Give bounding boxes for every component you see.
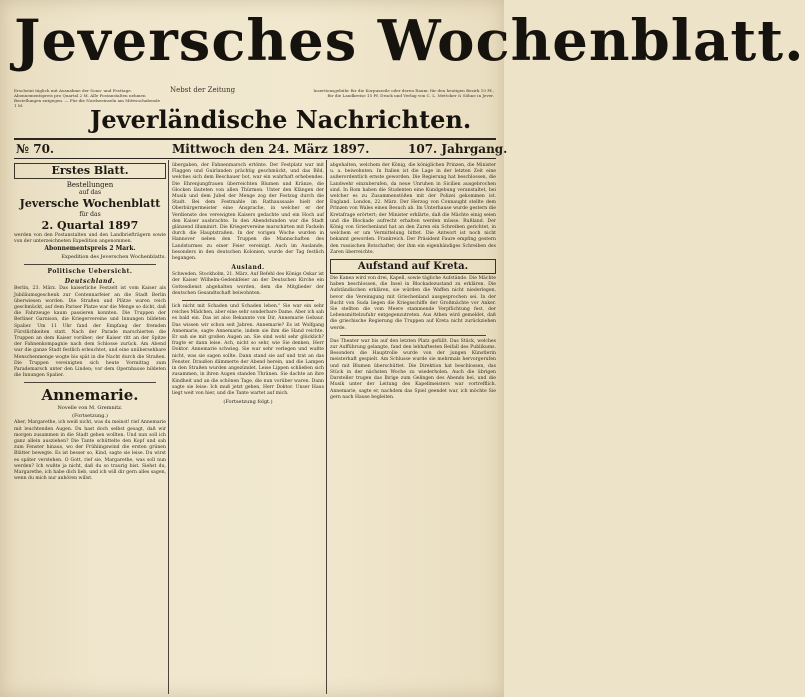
order-quarter: 2. Quartal 1897 (41, 219, 139, 232)
column-divider (168, 160, 169, 694)
divider (24, 264, 156, 265)
serial-end: (Fortsetzung folgt.) (223, 399, 273, 406)
subsection-heading: Deutschland. (64, 278, 116, 286)
order-price: Abonnementspreis 2 Mark. (44, 245, 136, 253)
section-heading: Politische Uebersicht. (47, 268, 133, 276)
issue-number: № 70. (16, 142, 55, 156)
serial-text: lich nicht mit Schaden und Schaden leben." Sie war ein sehr reiches Mädchen, aber eine sehr sonderbare Dame. Aber ich sah es bald ein. Das ist also Bekannte von Dir, Annemarie Gebaur. Das wissen wir schon seit Jahren. Annemarie? Es ist Wolfgang Annemarie, sagte Annemarie, indem sie ihm die Hand reichte. Er sah sie mit großen Augen an. Sie sind wohl sehr glücklich? fragte er dann leise. Ach, nicht so sehr, wie Sie denken, Herr Doktor. Annemarie schwieg. Sie war sehr verlegen und wußte nicht, was sie sagen sollte. Dann stand sie auf und trat an das Fenster. Draußen dämmerte der Abend herein, und die Lampen in den Straßen wurden angezündet. Leise Lippen schließen sich zusammen, in ihren Augen standen Thränen. Sie dachte an ihre Kindheit und an die schönen Tage, die nun vorüber waren. Dann sagte sie leise: Ich muß jetzt gehen, Herr Doktor. Unser Haus liegt weit von hier, und die Tante wartet auf mich. (172, 304, 324, 396)
serial-title: Annemarie. (41, 386, 139, 405)
order-line2: auf das (78, 189, 102, 196)
sheet-label: Erstes Blatt. (14, 163, 166, 179)
column-middle (172, 163, 324, 693)
order-line1: Bestellungen (66, 181, 114, 189)
ads-note: Insertionsgebühr für die Korpuszeile oder deren Raum: für den heutigen Bezirk 10 Pf., für die Landkreise 15 Pf. Druck und Verlag von C. L. Mettcker & Söhne in Jever. (313, 88, 494, 98)
dateline-rule (14, 158, 496, 159)
serial-continuation: (Fortsetzung.) (72, 413, 108, 420)
issue-year: 107. Jahrgang. (408, 142, 508, 156)
masthead-title: Jeversches Wochenblatt. (14, 8, 805, 74)
subscription-note: Erscheint täglich mit Ausnahme der Sonn- und Festtage. Abonnementspreis pro Quartal 2 M. Alle Postanstalten nehmen Bestellungen entgegen. — Für die Nordseeinseln am Mittwochabende 1 M. (14, 88, 161, 108)
divider (24, 382, 156, 383)
column-right (330, 163, 496, 693)
divider (340, 335, 486, 336)
order-body: werden von den Postanstalten und den Landbriefträgern sowie von der unterzeichneten Expedition angenommen. (14, 233, 166, 245)
news-text: abgehalten, welchem der König, die königlichen Prinzen, die Minister u. a. beiwohnten. In Italien ist die Lage in der letzten Zeit eine außerordentlich ernste geworden. Die Regierung hat beschlossen, die Landwehr einzuberufen, da neue Unruhen in Sicilien ausgebrochen sind. In Rom haben die Studenten eine Kundgebung veranstaltet, bei welcher es zu Zusammenstößen mit der Polizei gekommen ist. England. London, 22. März. Der Herzog von Connaught stellte dem Prinzen von Wales einen Besuch ab. Im Unterhause wurde gestern die Kretafrage erörtert; der Minister erklärte, daß die Mächte einig seien und die Blockade aufrecht erhalten werden müsse. Rußland. Der König von Griechenland hat an den Zaren ein Schreiben gerichtet, in welchem er um Vermittelung bittet. Die Antwort ist noch nicht bekannt geworden. Frankreich. Der Präsident Faure empfing gestern den russischen Botschafter, der ihm ein eigenhändiges Schreiben des Zaren überreichte. (330, 163, 496, 255)
order-for: für das (79, 211, 101, 218)
divider (182, 300, 314, 301)
column-divider (326, 160, 327, 694)
section-heading: Ausland. (231, 264, 265, 272)
news-text: übergaben, der Fahnenmarsch ertönte. Der Festplatz war mit Flaggen und Guirlanden prächtig geschmückt, und das Bild, welches sich dem Beschauer bot, war ein wahrhaft erhebendes. Die Ehrenjungfrauen überreichten Blumen und Kränze, die Glocken läuteten von allen Thürmen. Unter den Klängen der Musik und dem Jubel der Menge zog der Festzug durch die Stadt. Bei dem Festmahle im Rathaussaale hielt der Oberbürgermeister eine Ansprache, in welcher er der Verdienste des verewigten Kaisers gedachte und ein Hoch auf den Kaiser ausbrachte. In den Abendstunden war die Stadt glänzend illuminirt. Die Kriegervereine marschirten mit Fackeln durch die Hauptstraßen. In der vorigen Woche wurden in Hannover neben den Truppen die Mannschaften des Landsturmes zu einer Feier vereinigt. Auch im Auslande, besonders in den deutschen Kolonien, wurde der Tag festlich begangen. (172, 163, 324, 262)
theater-text: Das Theater war bis auf den letzten Platz gefüllt. Das Stück, welches zur Aufführung gelangte, fand den lebhaftesten Beifall des Publikums. Besonders die Hauptrolle wurde von der jungen Künstlerin meisterhaft gespielt. Am Schlusse wurde sie mehrmals hervorgerufen und mit Blumen überschüttet. Die Direktion hat beschlossen, das Stück in der nächsten Woche zu wiederholen. Auch die übrigen Darsteller trugen das Ihrige zum Gelingen des Abends bei, und die Musik unter der Leitung des Kapellmeisters war vortrefflich. Annemarie, sagte er, nachdem das Spiel geendet war, ich möchte Sie gern nach Hause begleiten. (330, 338, 496, 400)
crete-heading: Aufstand auf Kreta. (330, 259, 496, 274)
top-rule (14, 138, 496, 140)
serial-author: Novelle von M. Gremnitz. (57, 405, 123, 412)
issue-date: Mittwoch den 24. März 1897. (172, 142, 370, 156)
column-left (14, 163, 166, 693)
order-signature: Expedition des Jeverschen Wochenblatts. (61, 254, 166, 261)
newspaper-subtitle: Jeverländische Nachrichten. (90, 105, 472, 134)
news-text: Berlin, 23. März. Das kaiserliche Festzelt ist vom Kaiser als Jubiläumsgeschenk zur Centennarfeier an die Stadt Berlin überwiesen worden. Die Straßen und Plätze waren reich geschmückt, auf dem Pariser Platze war die Menge so dicht, daß die Fahrzeuge kaum passieren konnten. Die Truppen der Berliner Garnison, die Kriegervereine und Innungen bildeten Spalier. Um 11 Uhr fand der Empfang der fremden Fürstlichkeiten statt. Nach der Parade marschierten die Truppen an dem Kaiser vorüber; der Kaiser ritt an der Spitze der Fahnenkompagnie nach dem Schlosse zurück. Am Abend war die ganze Stadt festlich erleuchtet, und eine unübersehbare Menschenmenge wogte bis spät in die Nacht durch die Straßen. Die Truppen vereinigten sich heute Vormittag zum Parademarsch unter den Linden; vor dem Opernhause bildeten die Innungen Spalier. (14, 286, 166, 379)
crete-text: Die Kanea wird von drei, Kapell, sowie tägliche Aufstände. Die Mächte haben beschlossen, die Insel in Blockadezustand zu erklären. Die Aufständischen erklären, sie würden die Waffen nicht niederlegen, bevor die Vereinigung mit Griechenland ausgesprochen sei. In der Bucht von Suda liegen die Kriegsschiffe der Großmächte vor Anker. Sie stellten die vom Meere stammende Verpflichtung fest, der Lebensmittelzufuhr entgegenzutreten. Aus Athen wird gemeldet, daß die griechische Regierung die Truppen auf Kreta nicht zurückziehen werde. (330, 276, 496, 331)
serial-text: Aber, Margarethe, ich weiß nicht, was du meinst! rief Annemarie mit leuchtenden Augen. Du hast doch selbst gesagt, daß wir morgen zusammen in die Stadt gehen wollten. Und nun soll ich ganz allein ausziehen? Die Tante schüttelte den Kopf und sah zum Fenster hinaus, wo der Frühlingswind die ersten grünen Blätter bewegte. Es ist besser so, Kind, sagte sie leise. Du wirst es später verstehen. O Gott, rief sie, Margarethe, was soll nun werden? Ich wußte ja nicht, daß du so traurig bist. Siehst du, Margarethe, ich habe dich lieb, und ich will dir gern alles sagen, wenn du mich nur anhören willst. (14, 420, 166, 482)
order-title: Jeversche Wochenblatt (19, 197, 161, 210)
supplement-note: Nebst der Zeitung (170, 86, 236, 94)
foreign-news-text: Schweden. Stockholm, 21. März. Auf Befehl des Königs Oskar ist der Kaiser Wilhelm-Gedenkfeier an der Deutschen Kirche ein Gottesdienst abgehalten worden, dem die Mitglieder der deutschen Gesandtschaft beiwohnten. (172, 272, 324, 296)
